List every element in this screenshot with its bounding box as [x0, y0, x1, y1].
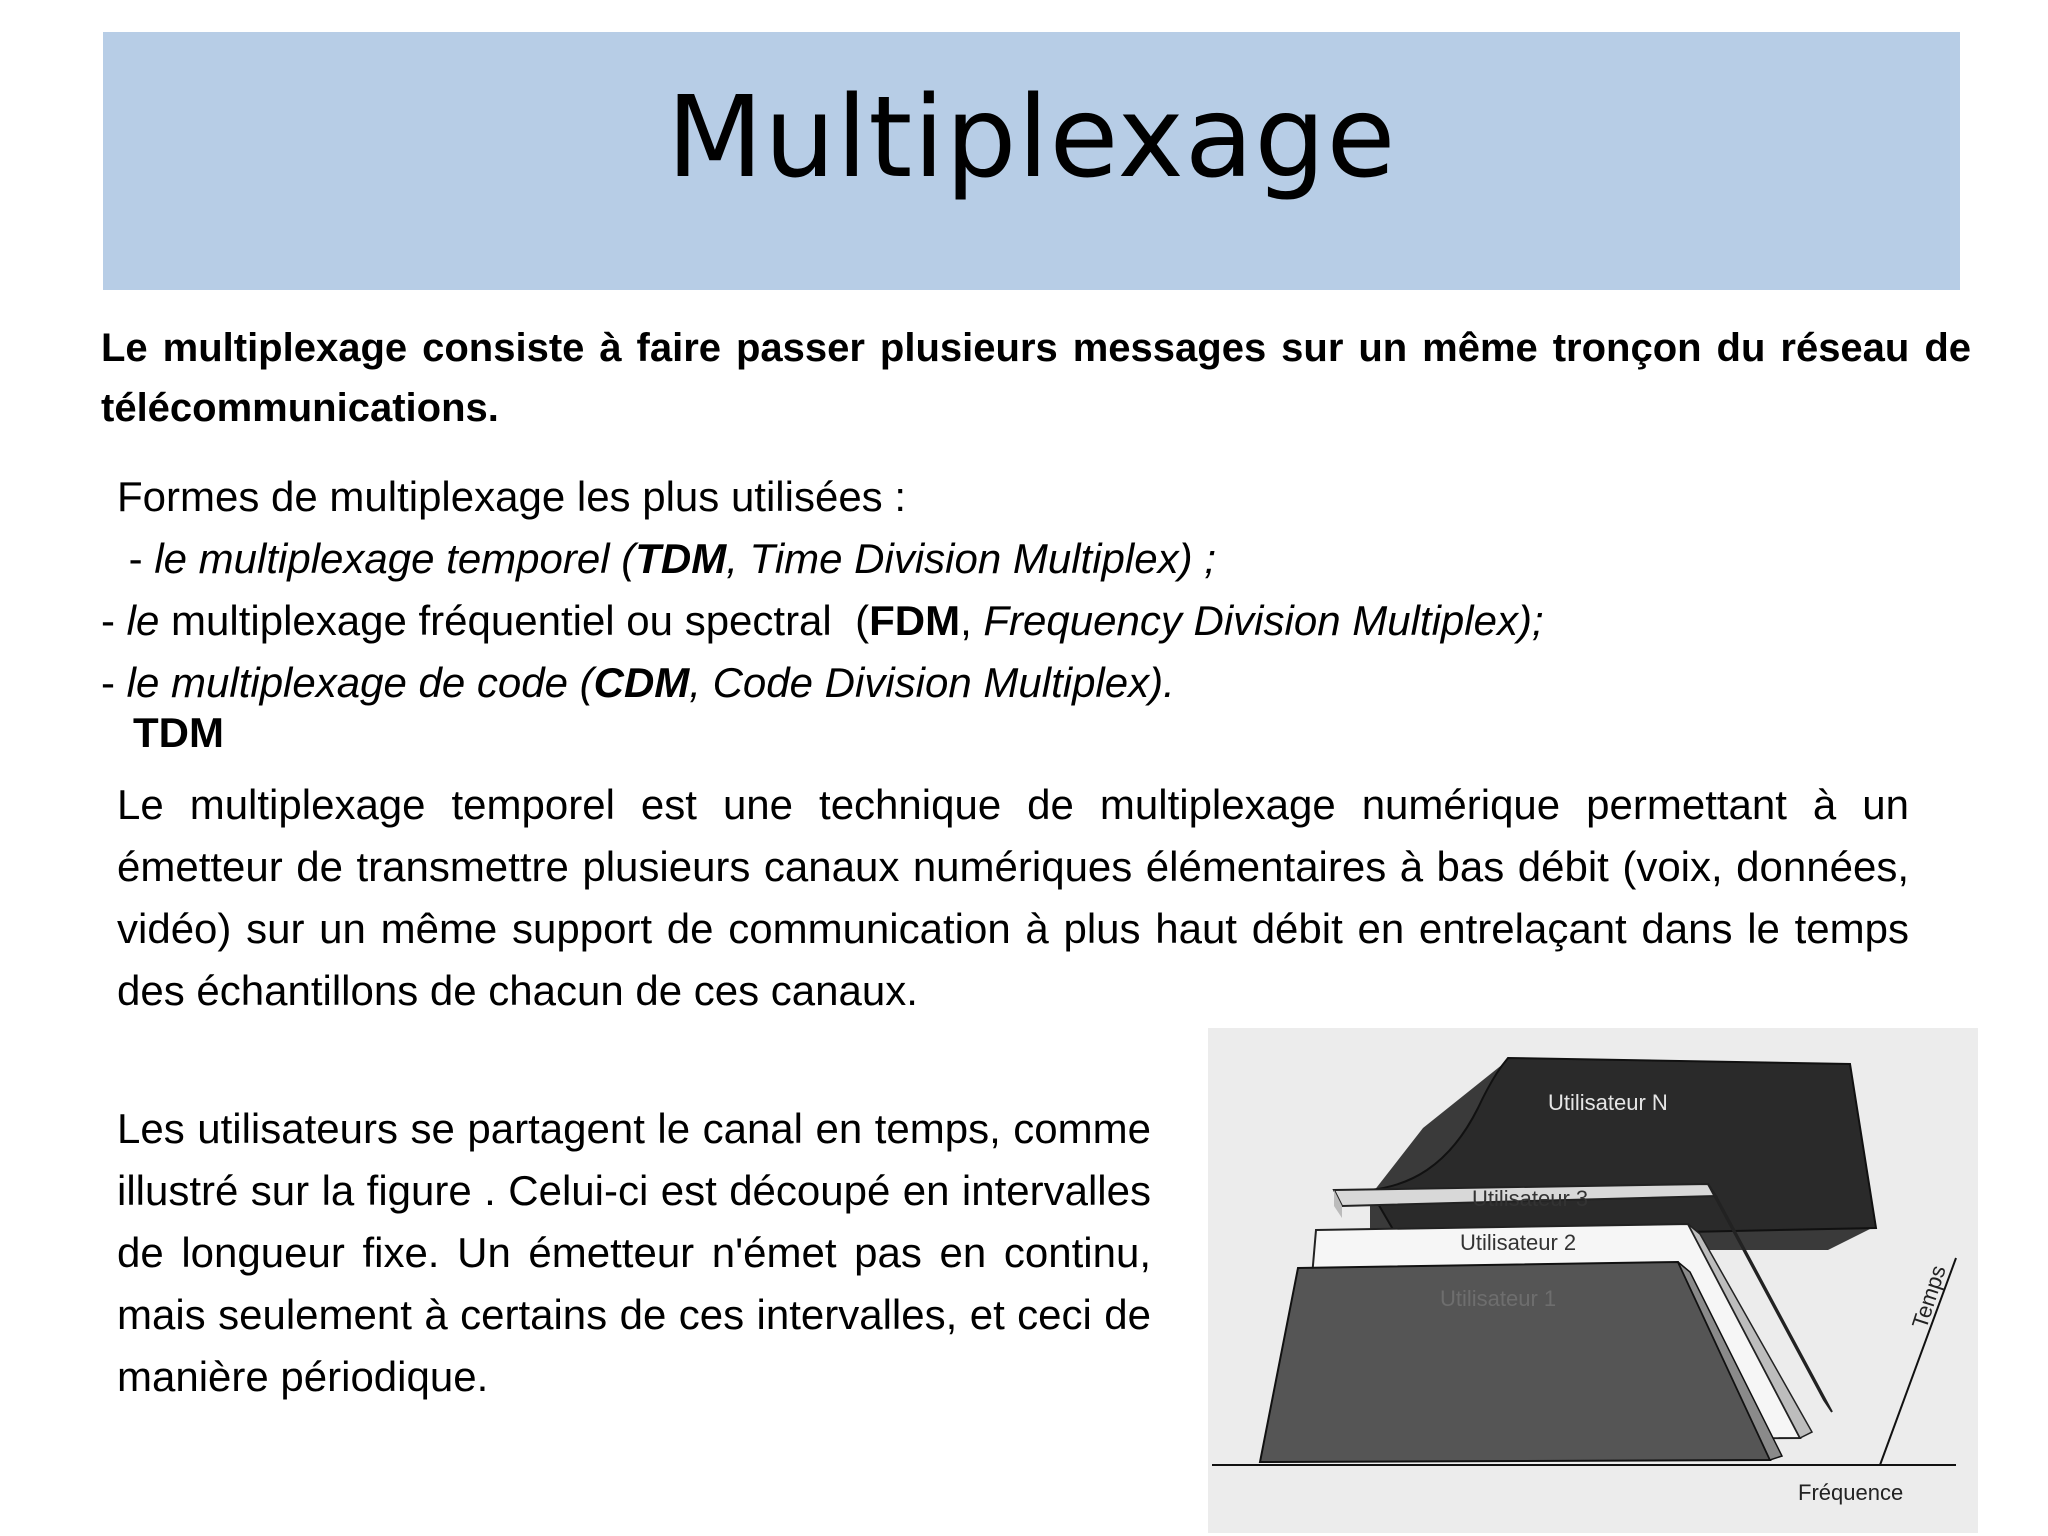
label-user-1: Utilisateur 1 — [1440, 1286, 1557, 1311]
item-acronym: FDM — [869, 597, 961, 644]
item-text: , Time Division Multiplex) ; — [726, 535, 1216, 582]
item-text: le — [126, 597, 160, 644]
tdm-paragraph: Le multiplexage temporel est une technique de multiplexage numérique permettant à un émetteur de transmettre plusieurs canaux numériques élémentaires à bas débit (voix, données, vidéo) sur un même support de communication à plus haut débit en entrelaçant dans le temps des échantillons de chacun de ces canaux. — [117, 781, 1909, 1014]
forms-item-fdm — [101, 590, 1544, 652]
bullet-prefix: - — [101, 597, 127, 644]
tdm-heading: TDM — [133, 709, 224, 756]
bullet-prefix: - — [101, 659, 127, 706]
item-text: Frequency Division Multiplex); — [983, 597, 1544, 644]
forms-item-tdm — [117, 528, 1216, 590]
item-text: le multiplexage de code ( — [126, 659, 594, 706]
label-user-2: Utilisateur 2 — [1460, 1230, 1577, 1255]
tdm-figure — [1208, 1028, 1978, 1533]
item-text: , Code Division Multiplex). — [689, 659, 1175, 706]
bullet-prefix: - — [117, 535, 155, 582]
item-text: multiplexage fréquentiel ou spectral ( — [159, 597, 870, 644]
frequency-axis-label: Fréquence — [1798, 1480, 1904, 1505]
label-user-3: Utilisateur 3 — [1472, 1186, 1589, 1211]
item-text: , — [960, 597, 984, 644]
forms-heading: Formes de multiplexage les plus utilisées : — [117, 473, 907, 520]
label-user-n: Utilisateur N — [1548, 1090, 1668, 1115]
time-axis-label: Temps — [1906, 1262, 1951, 1332]
item-text: le multiplexage temporel ( — [154, 535, 636, 582]
forms-item-cdm — [101, 652, 1175, 714]
item-acronym: CDM — [593, 659, 690, 706]
item-acronym: TDM — [635, 535, 727, 582]
intro-paragraph: Le multiplexage consiste à faire passer plusieurs messages sur un même tronçon du réseau de télécommunications. — [101, 326, 1971, 430]
page-title: Multiplexage — [666, 73, 1397, 203]
users-paragraph: Les utilisateurs se partagent le canal en temps, comme illustré sur la figure . Celui-ci est découpé en intervalles de longueur fixe. Un émetteur n'émet pas en continu, mais seulement à certains de ces intervalles, et ceci de manière périodique. — [117, 1105, 1151, 1400]
title-band — [103, 32, 1960, 290]
tdm-diagram — [1208, 1028, 1978, 1533]
